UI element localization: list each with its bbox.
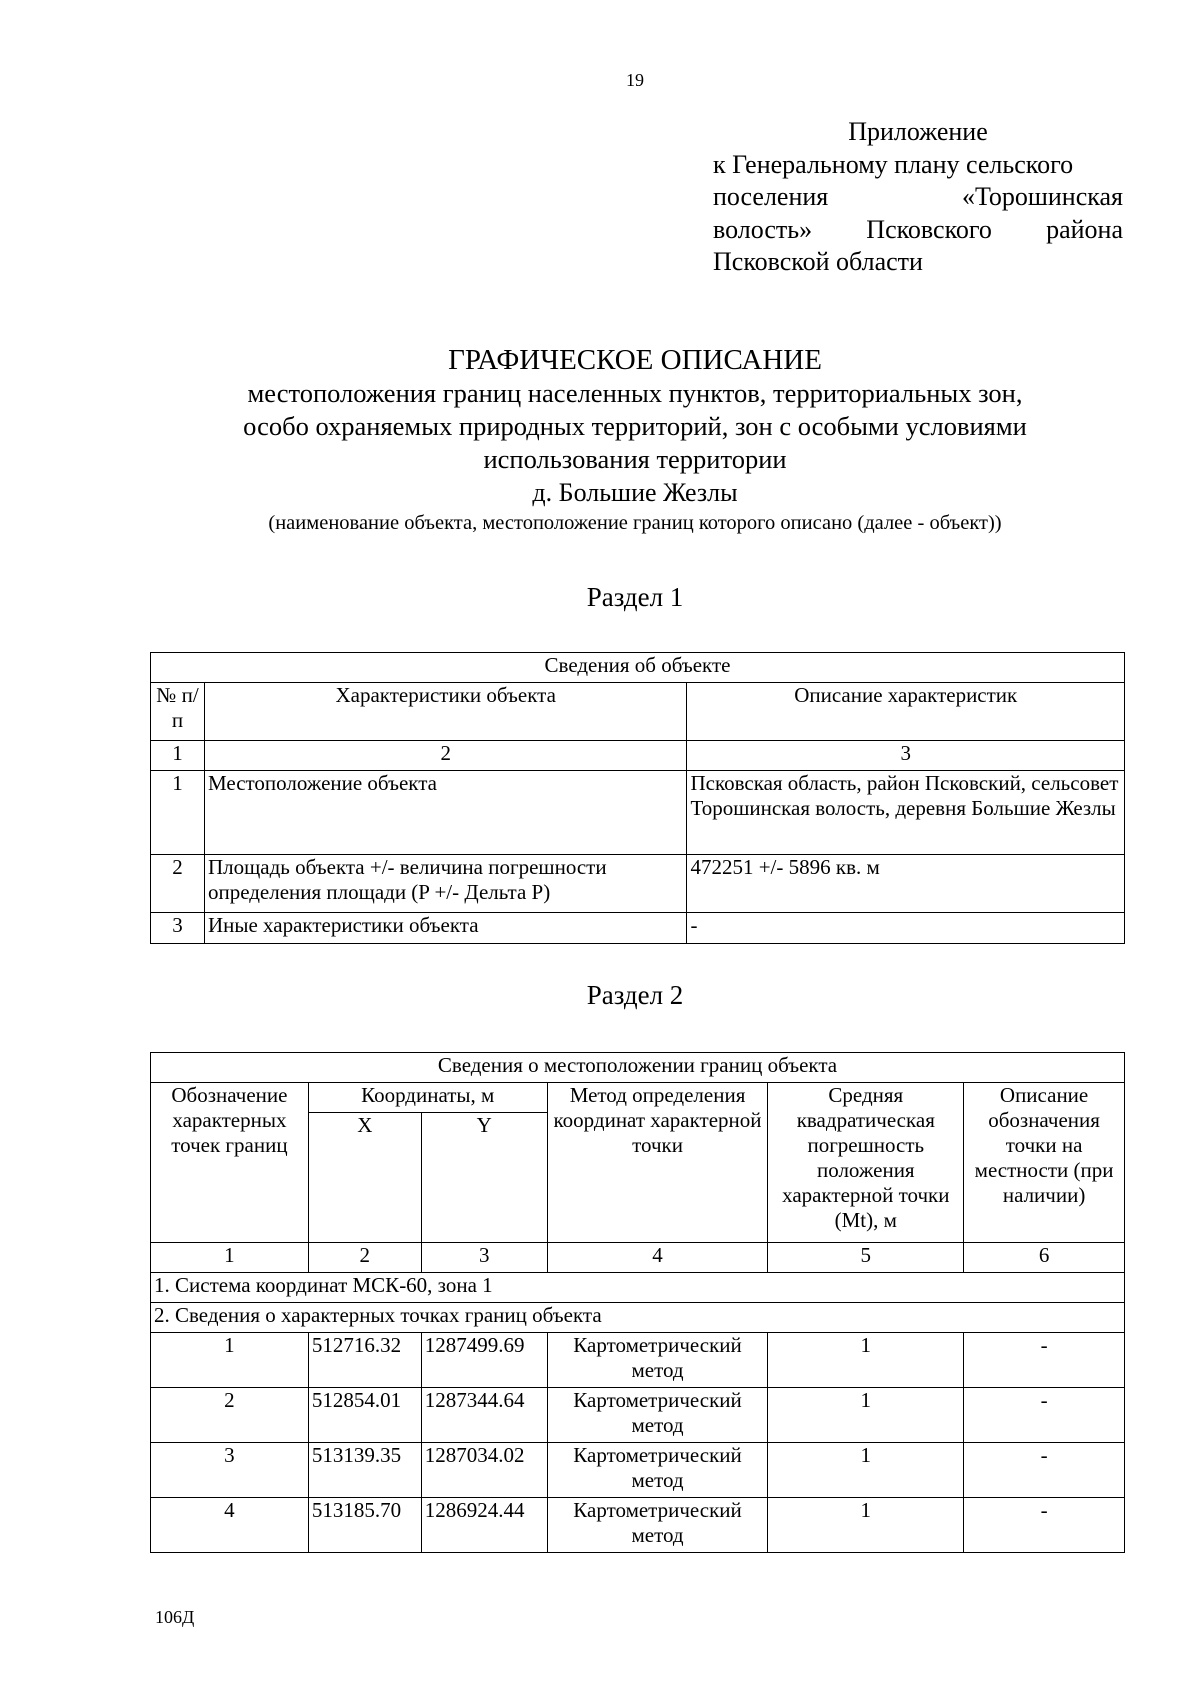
row-number: 1	[151, 771, 205, 855]
appendix-word: к Генеральному плану сельского	[713, 149, 1074, 179]
points-subheader-row: 2. Сведения о характерных точках границ объекта	[151, 1303, 1125, 1333]
object-note: (наименование объекта, местоположение границ которого описано (далее - объект))	[268, 512, 1002, 534]
header-cell: Координаты, м	[308, 1083, 547, 1113]
column-number: 3	[421, 1243, 547, 1273]
document-heading	[150, 343, 1120, 537]
point-description: -	[964, 1443, 1125, 1498]
column-number: 6	[964, 1243, 1125, 1273]
table-row	[151, 771, 1125, 855]
point-x: 513139.35	[308, 1443, 421, 1498]
header-cell: Описание характеристик	[687, 683, 1125, 741]
header-cell: Y	[421, 1113, 547, 1243]
point-description: -	[964, 1388, 1125, 1443]
object-name: д. Большие Жезлы	[532, 478, 738, 507]
appendix-word: поселения	[713, 182, 829, 211]
point-id: 1	[151, 1333, 309, 1388]
point-method: Картометрический метод	[547, 1443, 768, 1498]
point-method: Картометрический метод	[547, 1333, 768, 1388]
section2-title: Раздел 2	[586, 980, 684, 1010]
appendix-title: Приложение	[848, 117, 988, 146]
point-mt: 1	[768, 1333, 964, 1388]
column-number: 1	[151, 741, 205, 771]
point-description: -	[964, 1333, 1125, 1388]
header-cell: Характеристики объекта	[204, 683, 687, 741]
document-subtitle-line: местоположения границ населенных пунктов, территориальных зон,	[247, 378, 1023, 408]
appendix-word: «Торошинская	[961, 182, 1123, 211]
point-id: 4	[151, 1498, 309, 1553]
point-y: 1287344.64	[421, 1388, 547, 1443]
table-row	[151, 1333, 1125, 1388]
header-cell: Описание обозначения точки на местности (при наличии)	[964, 1083, 1125, 1243]
point-x: 513185.70	[308, 1498, 421, 1553]
appendix-word: Псковского	[866, 214, 992, 244]
characteristic-value: -	[687, 913, 1125, 944]
coordinate-system-row: 1. Система координат МСК-60, зона 1	[151, 1273, 1125, 1303]
characteristic-name: Местоположение объекта	[204, 771, 687, 855]
header-cell: Метод определения координат характерной точки	[547, 1083, 768, 1243]
appendix-block	[713, 116, 1123, 279]
point-y: 1286924.44	[421, 1498, 547, 1553]
appendix-line	[713, 246, 1123, 279]
row-number: 2	[151, 855, 205, 913]
column-number: 1	[151, 1243, 309, 1273]
header-cell: № п/п	[151, 683, 205, 741]
table-row	[151, 1443, 1125, 1498]
point-description: -	[964, 1498, 1125, 1553]
column-number: 2	[308, 1243, 421, 1273]
point-id: 2	[151, 1388, 309, 1443]
column-number: 5	[768, 1243, 964, 1273]
point-mt: 1	[768, 1498, 964, 1553]
header-cell: Обозначение характерных точек границ	[151, 1083, 309, 1243]
point-method: Картометрический метод	[547, 1388, 768, 1443]
document-code: 106Д	[155, 1607, 195, 1627]
section1-title: Раздел 1	[586, 582, 684, 612]
row-number: 3	[151, 913, 205, 944]
table-title: Сведения о местоположении границ объекта	[151, 1053, 1125, 1083]
header-cell: Средняя квадратическая погрешность положения характерной точки (Mt), м	[768, 1083, 964, 1243]
point-mt: 1	[768, 1443, 964, 1498]
point-x: 512716.32	[308, 1333, 421, 1388]
document-title: ГРАФИЧЕСКОЕ ОПИСАНИЕ	[448, 344, 822, 376]
boundary-points-table	[150, 1052, 1125, 1553]
object-info-table	[150, 652, 1125, 944]
appendix-word: Псковской области	[713, 247, 923, 276]
characteristic-value: Псковская область, район Псковский, сельсовет Торошинская волость, деревня Большие Жезлы	[687, 771, 1125, 855]
appendix-line	[713, 149, 1123, 182]
point-mt: 1	[768, 1388, 964, 1443]
column-number: 3	[687, 741, 1125, 771]
point-method: Картометрический метод	[547, 1498, 768, 1553]
point-y: 1287034.02	[421, 1443, 547, 1498]
table-row	[151, 913, 1125, 944]
appendix-line	[713, 214, 1123, 247]
table-row	[151, 855, 1125, 913]
table-row	[151, 1498, 1125, 1553]
characteristic-value: 472251 +/- 5896 кв. м	[687, 855, 1125, 913]
table-row	[151, 1388, 1125, 1443]
point-y: 1287499.69	[421, 1333, 547, 1388]
header-cell: X	[308, 1113, 421, 1243]
appendix-word: района	[1046, 214, 1123, 244]
characteristic-name: Площадь объекта +/- величина погрешности определения площади (P +/- Дельта P)	[204, 855, 687, 913]
point-x: 512854.01	[308, 1388, 421, 1443]
document-subtitle-line: особо охраняемых природных территорий, зон с особыми условиями	[243, 411, 1027, 441]
appendix-line	[713, 181, 1123, 214]
point-id: 3	[151, 1443, 309, 1498]
column-number: 4	[547, 1243, 768, 1273]
page-number: 19	[626, 70, 644, 90]
document-subtitle-line: использования территории	[483, 444, 787, 474]
appendix-word: волость»	[713, 214, 813, 244]
table-title: Сведения об объекте	[151, 653, 1125, 683]
column-number: 2	[204, 741, 687, 771]
characteristic-name: Иные характеристики объекта	[204, 913, 687, 944]
